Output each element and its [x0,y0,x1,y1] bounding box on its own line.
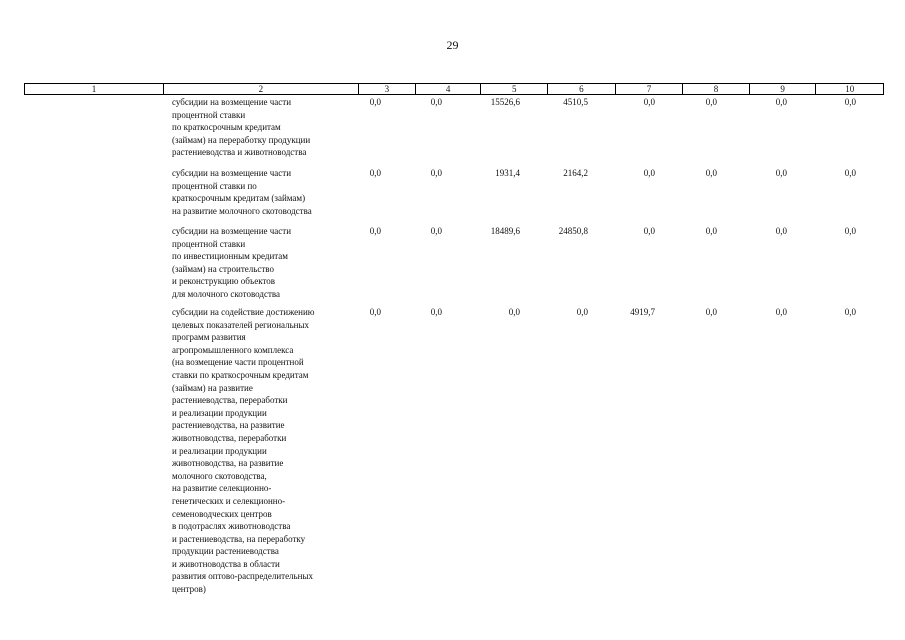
row-value: 0,0 [369,307,381,317]
row-value: 0,0 [369,226,381,236]
row-value: 0,0 [844,168,856,178]
header-cell: 7 [616,84,684,94]
header-cell: 2 [164,84,359,94]
row-value: 2164,2 [563,168,588,178]
row-value: 0,0 [775,226,787,236]
header-cell: 9 [750,84,817,94]
header-cell: 5 [481,84,548,94]
row-value: 0,0 [705,226,717,236]
row-value: 0,0 [643,226,655,236]
header-cell: 8 [683,84,750,94]
row-value: 0,0 [705,307,717,317]
row-value: 0,0 [430,97,442,107]
row-description: субсидии на возмещение части процентной ставки по инвестиционным кредитам (займам) на строительство и реконструкцию объектов для молочного скотоводства [172,226,292,299]
row-value: 0,0 [775,168,787,178]
header-cell: 10 [845,84,855,94]
row-value: 15526,6 [490,97,520,107]
row-description: субсидии на содействие достижению целевых показателей региональных программ развития агропромышленного комплекса (на возмещение части процентной ставки по краткосрочным кредитам (займам) на развитие растениеводства, переработки и реализации продукции растениеводства, на развитие животноводства, переработки и реализации продукции животноводства, на развитие молочного скотоводства, на развитие селекционно- генетических и селекционно- семеноводческих центров в подотраслях животноводства и растениеводства, на переработку продукции растениеводства и животноводства в области развития оптово-распределительных центров) [172,307,315,595]
table-header [24,83,884,95]
row-value: 0,0 [705,97,717,107]
row-value: 0,0 [430,307,442,317]
row-value: 0,0 [844,97,856,107]
row-value: 0,0 [508,307,520,317]
page-number: 29 [446,38,459,52]
row-value: 24850,8 [558,226,588,236]
row-description: субсидии на возмещение части процентной ставки по краткосрочным кредитам (займам) на переработку продукции растениеводства и животноводства [172,97,311,158]
row-value: 0,0 [775,97,787,107]
header-cell: 4 [416,84,482,94]
row-value: 0,0 [643,168,655,178]
row-value: 0,0 [576,307,588,317]
row-value: 18489,6 [490,226,520,236]
row-value: 0,0 [775,307,787,317]
row-description: субсидии на возмещение части процентной ставки по краткосрочным кредитам (займам) на развитие молочного скотоводства [172,168,312,216]
row-value: 0,0 [643,97,655,107]
row-value: 0,0 [430,168,442,178]
row-value: 0,0 [844,307,856,317]
header-cell: 6 [548,84,616,94]
header-cell: 3 [359,84,416,94]
row-value: 0,0 [844,226,856,236]
row-value: 0,0 [430,226,442,236]
row-value: 0,0 [369,97,381,107]
header-cell: 1 [25,84,164,94]
row-value: 4510,5 [563,97,588,107]
row-value: 0,0 [705,168,717,178]
row-value: 4919,7 [630,307,655,317]
row-value: 1931,4 [495,168,520,178]
row-value: 0,0 [369,168,381,178]
